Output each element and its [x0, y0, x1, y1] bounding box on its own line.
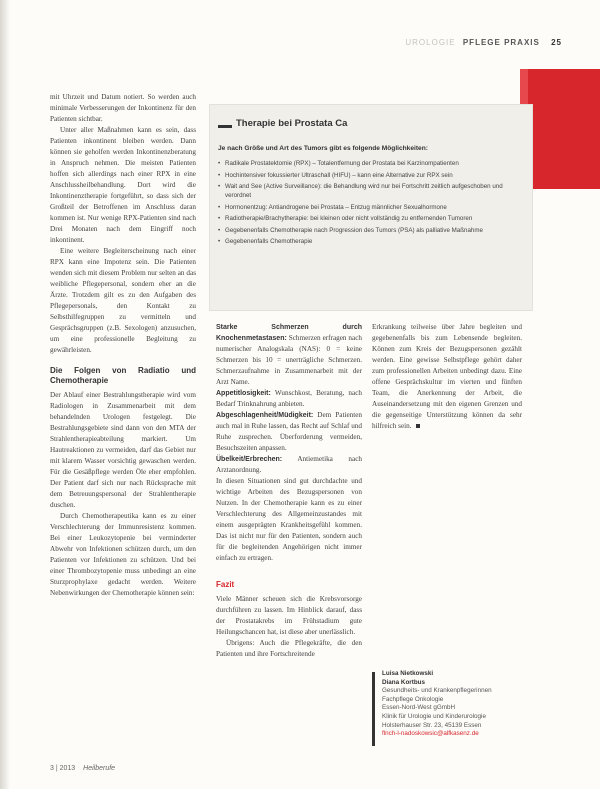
entry-text: Dem Patienten auch mal in Ruhe lassen, das Recht auf Schlaf und Ruhe zusprechen. Überforderung vermeiden, Besuchszeiten anpassen.	[216, 411, 363, 452]
author-block-bar	[372, 672, 375, 746]
issue-number: 3 | 2013	[50, 765, 76, 772]
header-magazine: PFLEGE PRAXIS	[462, 38, 540, 47]
entry-heading: Übelkeit/Erbrechen:	[216, 456, 283, 463]
info-box	[209, 104, 533, 311]
entry-heading: Appetitlosigkeit:	[216, 390, 271, 397]
publication-brand: Heilberufe	[83, 765, 116, 772]
paragraph: Der Ablauf einer Bestrahlungstherapie wird vom Radiologen in Zusammenarbeit mit dem behandelnden Urologen festgelegt. Die Bestrahlungsgebiete sind dann von den MTA der Strahlentherapieabteilung markiert. Um Hautreaktionen zu vermeiden, darf das Gebiet nur mit klarem Wasser vorsichtig gewaschen werden. Für die Gesäßpflege werden Öle eher empfohlen. Der Patient darf sich nur nach Rücksprache mit dem Betreuungspersonal der Strahlentherapie duschen.	[50, 391, 196, 509]
author-line: Klinik für Urologie und Kinderurologie	[382, 712, 486, 720]
box-list-item: • Radikale Prostatektomie (RPX) – Totalentfernung der Prostata bei Karzinompatienten	[218, 159, 518, 168]
box-heading-bar	[218, 125, 232, 128]
box-list-item: • Gegebenenfalls Chemotherapie	[218, 237, 518, 246]
entry-text: Schmerzen erfragen nach numerischer Analogskala (NAS): 0 = keine Schmerzen bis 10 = unerträgliche Schmerzen. Schmerzaufnahme in Zusammenarbeit mit der Arzt Name.	[216, 334, 362, 386]
paragraph: In diesen Situationen sind gut durchdachte und wichtige Arbeiten des Bezugspersonen von Nutzen. In der Chemotherapie kann es zu einer Verschlechterung des Allgemeinzustandes mit einem ausgeprägten Krankheitsgefühl kommen. Das ist nicht nur für den Patienten, sondern auch für die begleitenden Angehörigen nicht immer einfach zu ertragen.	[216, 477, 362, 562]
box-list-item: • Gegebenenfalls Chemotherapie nach Progression des Tumors (PSA) als palliative Maßnahme	[218, 226, 518, 235]
page-gutter-shadow	[0, 0, 10, 789]
author-name: Diana Kortbus	[382, 678, 426, 686]
box-list-item: • Radiotherapie/Brachytherapie: bei kleinen oder nicht vollständig zu entfernenden Tumoren	[218, 214, 518, 223]
entry-heading: Starke Schmerzen durch Knochenmetastasen:	[216, 324, 362, 342]
entry-text: Wunschkost, Beratung, nach Bedarf Trinknahrung anbieten.	[216, 389, 362, 408]
text-column-2	[216, 322, 362, 660]
paragraph: mit Uhrzeit und Datum notiert. So werden auch minimale Verbesserungen der Inkontinenz für den Patienten sichtbar.	[50, 93, 196, 123]
paragraph: Viele Männer scheuen sich die Krebsvorsorge durchführen zu lassen. Im Hinblick darauf, dass der Prostatakrebs im Frühstadium gute Heilungschancen hat, ist diese aber unerlässlich.	[216, 595, 362, 636]
text-column-3	[372, 322, 522, 432]
box-list	[218, 159, 518, 249]
entry-text: Antiemetika nach Arztanordnung.	[216, 455, 362, 474]
box-intro: Je nach Größe und Art des Tumors gibt es folgende Möglichkeiten:	[218, 145, 428, 152]
end-of-article-mark	[416, 424, 420, 428]
author-email-link[interactable]: flnch-l-nadoskowsic@alfkasenz.de	[382, 730, 479, 738]
text-column-1	[50, 92, 196, 599]
box-list-item: • Hormonentzug: Antiandrogene bei Prostata – Entzug männlicher Sexualhormone	[218, 203, 518, 212]
entry-heading: Abgeschlagenheit/Müdigkeit:	[216, 412, 314, 419]
box-list-item: • Hochintensiver fokussierter Ultraschall (HIFU) – kann eine Alternative zur RPX sein	[218, 171, 518, 180]
author-line: Gesundheits- und Krankenpflegerinnen	[382, 687, 492, 695]
paragraph: Durch Chemotherapeutika kann es zu einer Verschlechterung der Immunresistenz kommen. Bei einer Leukozytopenie bei verminderter Abwehr von Infektionen schützen durch, um den Patienten vor Infektionen zu schützen. Und bei einer Thrombozytopenie muss unbedingt an eine Sturzprophylaxe gedacht werden. Weitere Nebenwirkungen der Chemotherapie können sein:	[50, 512, 196, 597]
author-line: Holsterhauser Str. 23, 45139 Essen	[382, 721, 482, 729]
author-line: Fachpflege Onkologie	[382, 695, 444, 703]
paragraph: Übrigens: Auch die Pflegekräfte, die den Patienten und ihre Fortschreitende	[216, 639, 362, 658]
paragraph-text: Erkrankung teilweise über Jahre begleiten und gegebenenfalls bis zum Lebensende begleiten. Können zum Kreis der Bezugspersonen gezählt werden. Eine gewisse Selbstpflege gehört daher zum professionellen Arbeiten unbedingt dazu. Eine offene Gesprächskultur im vierten und fünften Team, die Anerkennung der Arbeit, die Auseinandersetzung mit den eigenen Grenzen und die gegenseitige Unterstützung können da sehr hilfreich sein.	[372, 323, 522, 430]
paragraph: Unter aller Maßnahmen kann es sein, dass Patienten inkontinent bleiben werden. Dann können sie geholfen werden Inkontinenzberatung in Anspruch nehmen. Die meisten Patienten hoffen sich allerdings nach einer RPX in eine Anschlussheilbehandlung. Dort wird die Inkontinenztherapie fortgeführt, so dass sich der Großteil der Betroffenen im Anschluss daran kommen ist. Nur wenige RPX-Patienten sind nach Drei Monaten nach dem Eingriff noch inkontinent.	[50, 126, 196, 244]
page-number: 25	[551, 38, 562, 47]
box-title: Therapie bei Prostata Ca	[236, 118, 348, 129]
paragraph	[372, 322, 522, 432]
running-header	[405, 38, 562, 47]
paragraph: Eine weitere Begleiterscheinung nach einer RPX kann eine Impotenz sein. Die Patienten wenden sich mit diesem Problem nur selten an das weibliche Pflegepersonal, sondern eher an die Ärzte. Trotzdem gilt es zu den Aufgaben des Pflegepersonals, den Kontakt zu Selbsthilfegruppen zu vermitteln und Gesprächsgruppen (z.B. Sexologen) anzusuchen, um eine professionelle Begleitung zu gewährleisten.	[50, 247, 196, 354]
author-details	[382, 670, 522, 739]
author-line: Essen-Nord-West gGmbH	[382, 704, 456, 712]
section-heading: Die Folgen von Radiatio und Chemotherapie	[50, 366, 196, 385]
box-list-item: • Wait and See (Active Surveillance): die Behandlung wird nur bei Fortschritt zeitlich aufgeschoben und verordnet	[218, 182, 518, 200]
page-footer	[50, 765, 115, 772]
author-name: Luisa Nietkowski	[382, 670, 434, 677]
header-section: UROLOGIE	[405, 38, 456, 47]
fazit-heading: Fazit	[216, 580, 235, 589]
